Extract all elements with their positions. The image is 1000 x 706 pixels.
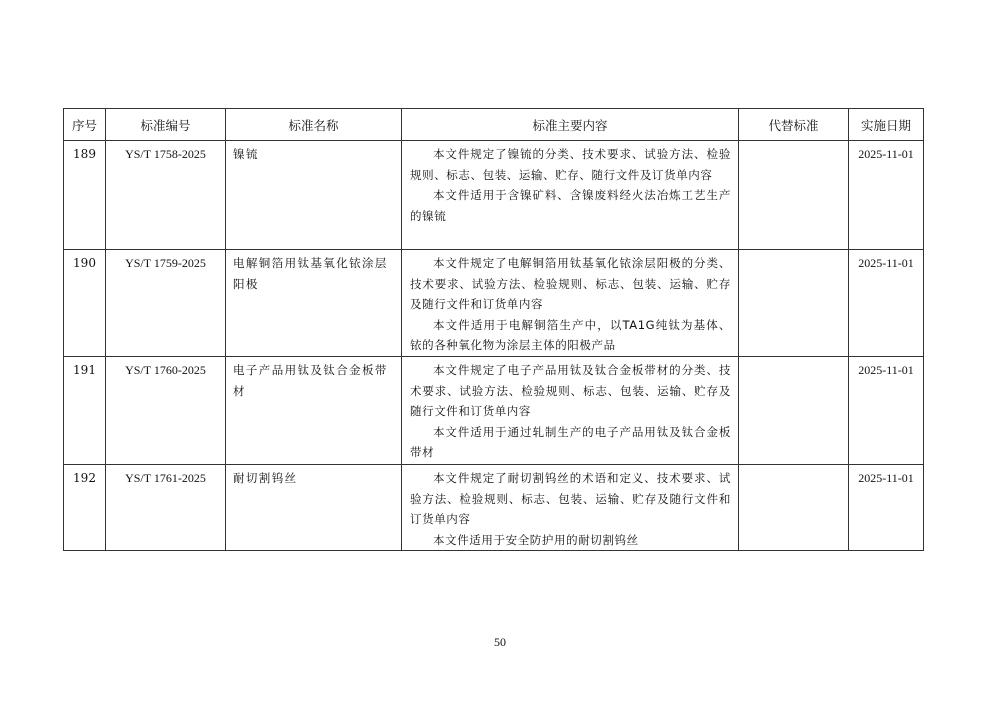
row-name: 电解铜箔用钛基氧化铱涂层阳极 bbox=[226, 250, 402, 357]
row-date: 2025-11-01 bbox=[849, 357, 924, 465]
table-header-row bbox=[64, 109, 924, 141]
standards-table bbox=[63, 108, 924, 551]
row-content bbox=[402, 250, 739, 357]
row-content-applicability: 本文件适用于含镍矿料、含镍废料经火法冶炼工艺生产的镍锍 bbox=[410, 188, 731, 223]
table-row bbox=[64, 250, 924, 357]
header-content: 标准主要内容 bbox=[402, 109, 739, 141]
row-content bbox=[402, 141, 739, 250]
row-date: 2025-11-01 bbox=[849, 141, 924, 250]
table-row bbox=[64, 465, 924, 551]
row-content-scope: 本文件规定了耐切割钨丝的术语和定义、技术要求、试验方法、检验规则、标志、包装、运输、贮存及随行文件和订货单内容 bbox=[410, 471, 731, 526]
header-name: 标准名称 bbox=[226, 109, 402, 141]
row-content-applicability: 本文件适用于电解铜箔生产中，以TA1G纯钛为基体、铱的各种氧化物为涂层主体的阳极产品 bbox=[410, 317, 731, 352]
row-replace bbox=[739, 465, 849, 551]
row-code: YS/T 1759-2025 bbox=[106, 250, 226, 357]
row-replace bbox=[739, 141, 849, 250]
page-number: 50 bbox=[494, 635, 506, 649]
row-content-applicability: 本文件适用于通过轧制生产的电子产品用钛及钛合金板带材 bbox=[410, 424, 731, 459]
row-code: YS/T 1761-2025 bbox=[106, 465, 226, 551]
row-date: 2025-11-01 bbox=[849, 465, 924, 551]
header-replace: 代替标准 bbox=[739, 109, 849, 141]
table-row bbox=[64, 141, 924, 250]
row-code: YS/T 1758-2025 bbox=[106, 141, 226, 250]
row-no: 192 bbox=[64, 465, 106, 551]
row-content-applicability: 本文件适用于安全防护用的耐切割钨丝 bbox=[433, 532, 639, 547]
row-name: 电子产品用钛及钛合金板带材 bbox=[226, 357, 402, 465]
row-content-scope: 本文件规定了电解铜箔用钛基氧化铱涂层阳极的分类、技术要求、试验方法、检验规则、标志、包装、运输、贮存及随行文件和订货单内容 bbox=[410, 256, 731, 311]
row-no: 189 bbox=[64, 141, 106, 250]
row-name: 耐切割钨丝 bbox=[226, 465, 402, 551]
row-content-scope: 本文件规定了电子产品用钛及钛合金板带材的分类、技术要求、试验方法、检验规则、标志、包装、运输、贮存及随行文件和订货单内容 bbox=[410, 363, 731, 418]
row-no: 190 bbox=[64, 250, 106, 357]
table-row bbox=[64, 357, 924, 465]
row-date: 2025-11-01 bbox=[849, 250, 924, 357]
row-content bbox=[402, 357, 739, 465]
header-code: 标准编号 bbox=[106, 109, 226, 141]
row-code: YS/T 1760-2025 bbox=[106, 357, 226, 465]
row-replace bbox=[739, 250, 849, 357]
row-name: 镍锍 bbox=[226, 141, 402, 250]
header-date: 实施日期 bbox=[849, 109, 924, 141]
row-no: 191 bbox=[64, 357, 106, 465]
header-no: 序号 bbox=[64, 109, 106, 141]
row-content bbox=[402, 465, 739, 551]
row-replace bbox=[739, 357, 849, 465]
row-content-scope: 本文件规定了镍锍的分类、技术要求、试验方法、检验规则、标志、包装、运输、贮存、随行文件及订货单内容 bbox=[410, 147, 731, 182]
